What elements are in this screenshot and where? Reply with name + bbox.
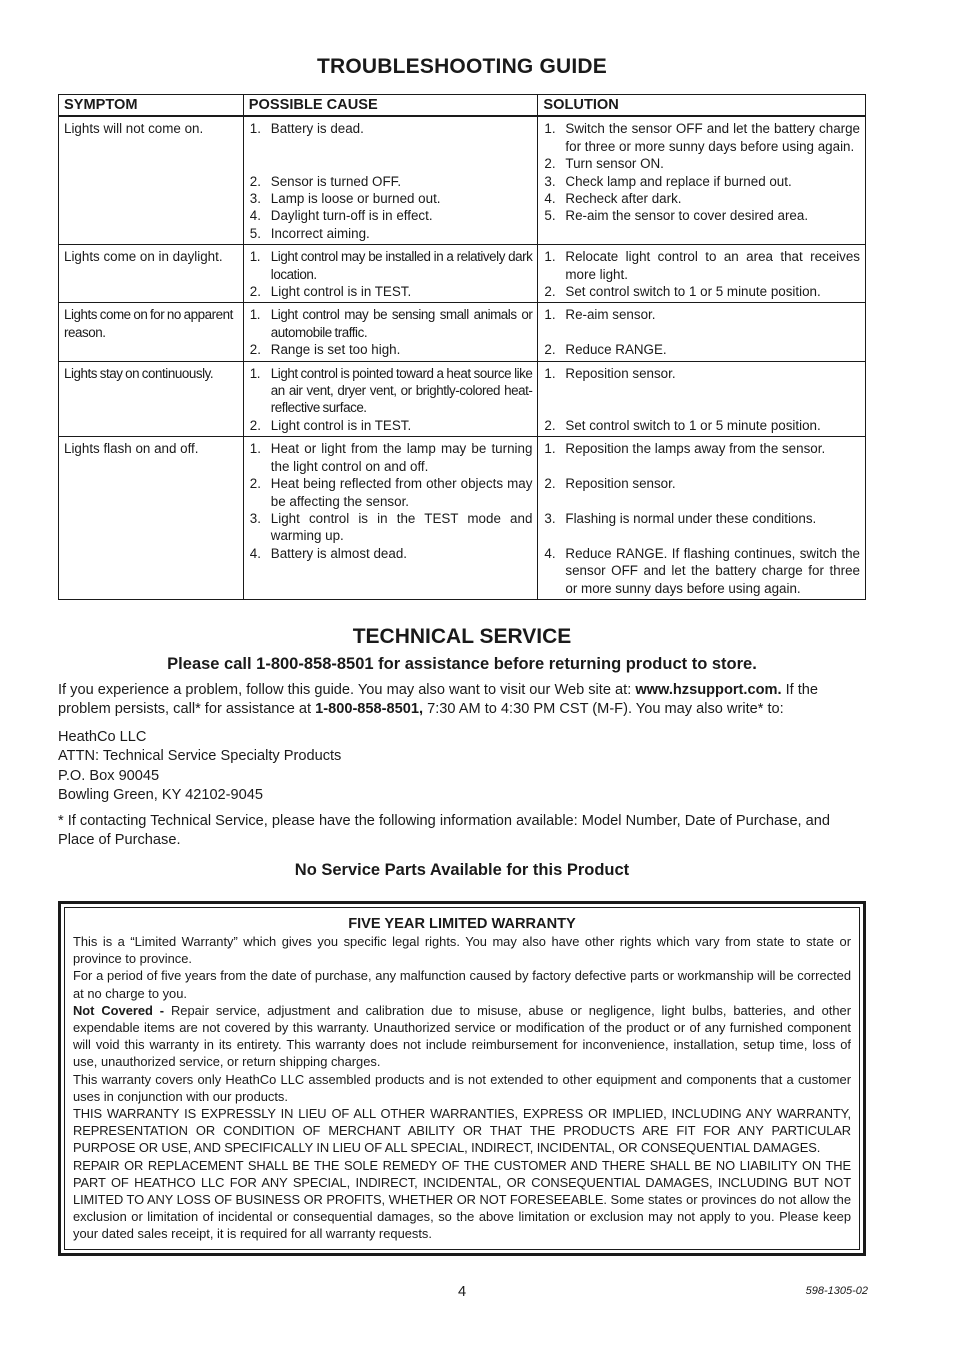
cause-cell bbox=[243, 437, 538, 600]
list-item: 1. Light control may be sensing small animals or automobile traffic. bbox=[249, 307, 533, 340]
troubleshooting-table bbox=[58, 94, 866, 600]
address-line: ATTN: Technical Service Specialty Products bbox=[58, 748, 342, 765]
symptom-cell: Lights stay on continuously. bbox=[59, 361, 244, 437]
list-item: 2. Sensor is turned OFF. bbox=[249, 173, 402, 189]
warranty-paragraph: For a period of five years from the date of purchase, any malfunction caused by factory defective parts or workmanship will be corrected at no charge to you. bbox=[73, 968, 851, 1001]
list-item: 2. Turn sensor ON. bbox=[544, 156, 664, 172]
warranty-box bbox=[58, 901, 866, 1256]
list-item: 4. Daylight turn-off is in effect. bbox=[249, 208, 433, 224]
list-item: 3. Lamp is loose or burned out. bbox=[249, 191, 441, 207]
symptom-cell: Lights flash on and off. bbox=[59, 437, 244, 600]
symptom-cell: Lights come on for no apparent reason. bbox=[59, 303, 244, 361]
solution-cell bbox=[538, 116, 866, 244]
solution-cell bbox=[538, 245, 866, 303]
page bbox=[58, 52, 866, 1256]
solution-cell bbox=[538, 361, 866, 437]
not-covered-label: Not Covered - bbox=[73, 1002, 165, 1018]
list-item: 1. Battery is dead. bbox=[249, 121, 364, 137]
warranty-content bbox=[64, 907, 860, 1250]
address-line: P.O. Box 90045 bbox=[58, 767, 160, 784]
table-row bbox=[59, 361, 866, 437]
document-code: 598-1305-02 bbox=[805, 1285, 868, 1297]
solution-cell bbox=[538, 303, 866, 361]
list-item: 3. Check lamp and replace if burned out. bbox=[544, 173, 792, 189]
list-item: 2. Set control switch to 1 or 5 minute position. bbox=[544, 417, 821, 433]
list-item: 4. Reduce RANGE. If flashing continues, switch the sensor OFF and let the battery charge for three or more sunny days before using again. bbox=[544, 545, 860, 596]
list-item: 2. Light control is in TEST. bbox=[249, 284, 412, 300]
list-item: 1. Switch the sensor OFF and let the battery charge for three or more sunny days before using again. bbox=[544, 121, 860, 154]
page-title: TROUBLESHOOTING GUIDE bbox=[316, 55, 608, 78]
footnote: * If contacting Technical Service, please have the following information available: Model Number, Date of Purchase, and Place of Purchase. bbox=[58, 812, 831, 849]
address-line: Bowling Green, KY 42102-9045 bbox=[58, 787, 263, 804]
technical-service-heading: TECHNICAL SERVICE bbox=[352, 624, 572, 648]
list-item: 2. Set control switch to 1 or 5 minute position. bbox=[544, 284, 821, 300]
symptom-cell: Lights come on in daylight. bbox=[59, 245, 244, 303]
table-row bbox=[59, 245, 866, 303]
mailing-address bbox=[58, 728, 866, 806]
table-row bbox=[59, 303, 866, 361]
list-item: 1. Light control is pointed toward a heat source like an air vent, dryer vent, or brightly-colored heat-reflective surface. bbox=[249, 365, 533, 416]
list-item: 2. Reduce RANGE. bbox=[544, 342, 667, 358]
phone-number: 1-800-858-8501, bbox=[315, 701, 424, 718]
no-service-parts-notice: No Service Parts Available for this Product bbox=[294, 860, 630, 879]
list-item: 3. Flashing is normal under these conditions. bbox=[544, 510, 817, 526]
warranty-paragraph: Not Covered - Repair service, adjustment and calibration due to misuse, abuse or negligence, light bulbs, batteries, and other expendable items are not covered by this warranty. Unauthorized service or modification of the product or of any furnished component will void this warranty in its entirety. This warranty does not include reimbursement for inconvenience, installation, setup time, loss of use, unauthorized service, or return shipping charges. bbox=[73, 1002, 851, 1070]
list-item: 4. Recheck after dark. bbox=[544, 191, 682, 207]
warranty-heading: FIVE YEAR LIMITED WARRANTY bbox=[348, 915, 576, 932]
list-item: 5. Re-aim the sensor to cover desired area. bbox=[544, 208, 809, 224]
list-item: 1. Relocate light control to an area that receives more light. bbox=[544, 249, 860, 282]
warranty-paragraph: REPAIR OR REPLACEMENT SHALL BE THE SOLE REMEDY OF THE CUSTOMER AND THERE SHALL BE NO LIABILITY ON THE PART OF HEATHCO LLC FOR ANY SPECIAL, INDIRECT, INCIDENTAL, OR CONSEQUENTIAL DAMAGES, INCLUDING BUT NOT LIMITED TO ANY LOSS OF BUSINESS OR PROFITS, WHETHER OR NOT FORESEEABLE. Some states or provinces do not allow the exclusion or limitation of incidental or consequential damages, so the above limitation or exclusion may not apply to you. Please keep your dated sales receipt, it is required for all warranty requests. bbox=[73, 1157, 852, 1242]
list-item: 1. Reposition the lamps away from the sensor. bbox=[544, 441, 826, 457]
list-item: 4. Battery is almost dead. bbox=[249, 545, 407, 561]
cause-cell bbox=[243, 303, 538, 361]
list-item: 1. Reposition sensor. bbox=[544, 365, 676, 381]
support-callout: Please call 1-800-858-8501 for assistance before returning product to store. bbox=[167, 654, 757, 673]
table-row bbox=[59, 437, 866, 600]
page-number: 4 bbox=[457, 1284, 467, 1300]
warranty-paragraph: THIS WARRANTY IS EXPRESSLY IN LIEU OF ALL OTHER WARRANTIES, EXPRESS OR IMPLIED, INCLUDING ANY WARRANTY, REPRESENTATION OR CONDITION OF MERCHANT ABILITY OR THAT THE PRODUCTS ARE FIT FOR ANY PARTICULAR PURPOSE OR USE, AND SPECIFICALLY IN LIEU OF ALL SPECIAL, INDIRECT, INCIDENTAL, OR CONSEQUENTIAL DAMAGES. bbox=[73, 1105, 851, 1156]
list-item: 2. Range is set too high. bbox=[249, 342, 401, 358]
intro-paragraph: If you experience a problem, follow this guide. You may also want to visit our Web site at: www.hzsupport.com. If the problem persists, call* for assistance at 1-800-858-8501, 7:30 AM to 4:30 PM CST (M-F). You may also write* to: bbox=[58, 681, 819, 718]
header-possible-cause: POSSIBLE CAUSE bbox=[243, 95, 538, 117]
solution-cell bbox=[538, 437, 866, 600]
list-item: 2. Reposition sensor. bbox=[544, 476, 676, 492]
table-header-row bbox=[59, 95, 866, 117]
header-solution: SOLUTION bbox=[538, 95, 866, 117]
warranty-paragraph: This is a “Limited Warranty” which gives you specific legal rights. You may also have other rights which vary from state to state or province to province. bbox=[73, 933, 851, 967]
address-line: HeathCo LLC bbox=[58, 728, 147, 745]
symptom-cell: Lights will not come on. bbox=[59, 116, 244, 244]
list-item: 2. Light control is in TEST. bbox=[249, 417, 412, 433]
list-item: 1. Light control may be installed in a relatively dark location. bbox=[249, 249, 533, 282]
list-item: 2. Heat being reflected from other objects may be affecting the sensor. bbox=[249, 476, 533, 509]
list-item: 5. Incorrect aiming. bbox=[249, 225, 370, 241]
cause-cell bbox=[243, 245, 538, 303]
header-symptom: SYMPTOM bbox=[59, 95, 244, 117]
list-item: 1. Heat or light from the lamp may be turning the light control on and off. bbox=[249, 441, 533, 474]
cause-cell bbox=[243, 116, 538, 244]
website-link[interactable]: www.hzsupport.com. bbox=[635, 681, 782, 698]
warranty-paragraph: This warranty covers only HeathCo LLC assembled products and is not extended to other equipment and components that a customer uses in conjunction with our products. bbox=[73, 1071, 851, 1104]
table-row bbox=[59, 116, 866, 244]
list-item: 3. Light control is in the TEST mode and warming up. bbox=[249, 510, 533, 544]
list-item: 1. Re-aim sensor. bbox=[544, 307, 656, 323]
cause-cell bbox=[243, 361, 538, 437]
